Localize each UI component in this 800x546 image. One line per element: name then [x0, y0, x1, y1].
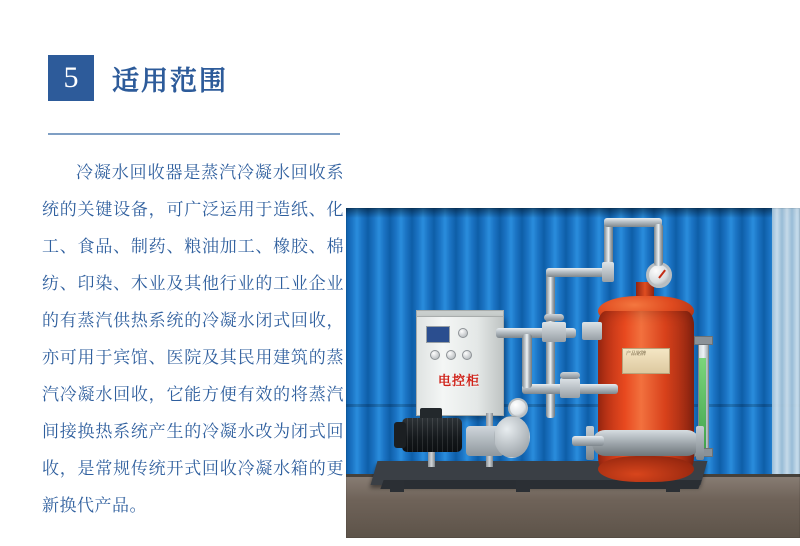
body-paragraph: 冷凝水回收器是蒸汽冷凝水回收系统的关键设备，可广泛运用于造纸、化工、食品、制药、粮油加工、橡胶、棉纺、印染、木业及其他行业的工业企业的有蒸汽供热系统的冷凝水闭式回收，亦可用于宾馆、医院及其民用建筑的蒸汽冷凝水回收，它能方便有效的将蒸汽间接换热系统产生的冷凝水改为闭式回收，是常规传统开式回收冷凝水箱的更新换代产品。 [42, 163, 344, 516]
level-gauge-clamp [694, 336, 713, 345]
check-valve [582, 322, 602, 340]
tank-bottom-head [598, 456, 694, 482]
suction-pressure-gauge [508, 398, 528, 418]
discharge-branch-pipe [572, 436, 604, 446]
horizontal-pump-body [592, 430, 700, 456]
cabinet-label: 电控柜 [437, 374, 480, 389]
cabinet-start-button [446, 350, 456, 360]
tank-inlet-pipe [546, 272, 555, 418]
gate-valve [542, 322, 566, 342]
valve-handwheel [560, 372, 580, 379]
page-title: 适用范围 [112, 65, 228, 97]
product-photo [346, 208, 800, 538]
valve-handwheel [544, 314, 564, 321]
tank-nameplate: 产品铭牌 [622, 348, 670, 374]
wall-top-shadow [346, 208, 800, 218]
pump-volute [494, 416, 530, 458]
wall-right-panel [772, 208, 800, 480]
skid-foot [516, 480, 530, 492]
tank-inlet-header [546, 268, 608, 277]
section-number-badge: 5 [48, 55, 94, 101]
ball-valve [560, 378, 580, 398]
cabinet-display [426, 326, 450, 343]
pump-riser-pipe [522, 334, 532, 388]
section-heading [48, 55, 228, 101]
cabinet-indicator-lamp [458, 328, 468, 338]
motor-cooling-fins [402, 418, 462, 452]
wall-seam [346, 404, 800, 407]
horizontal-pump-flange [696, 426, 704, 460]
heading-divider [48, 133, 340, 135]
cabinet-selector-knob [430, 350, 440, 360]
motor-fan-cover [394, 422, 406, 448]
gauge-branch-pipe [654, 224, 663, 266]
skid-foot [666, 480, 680, 492]
skid-foot [390, 480, 404, 492]
cabinet-stop-button [462, 350, 472, 360]
pipe-flange [602, 262, 614, 282]
photo-scene [346, 208, 800, 538]
